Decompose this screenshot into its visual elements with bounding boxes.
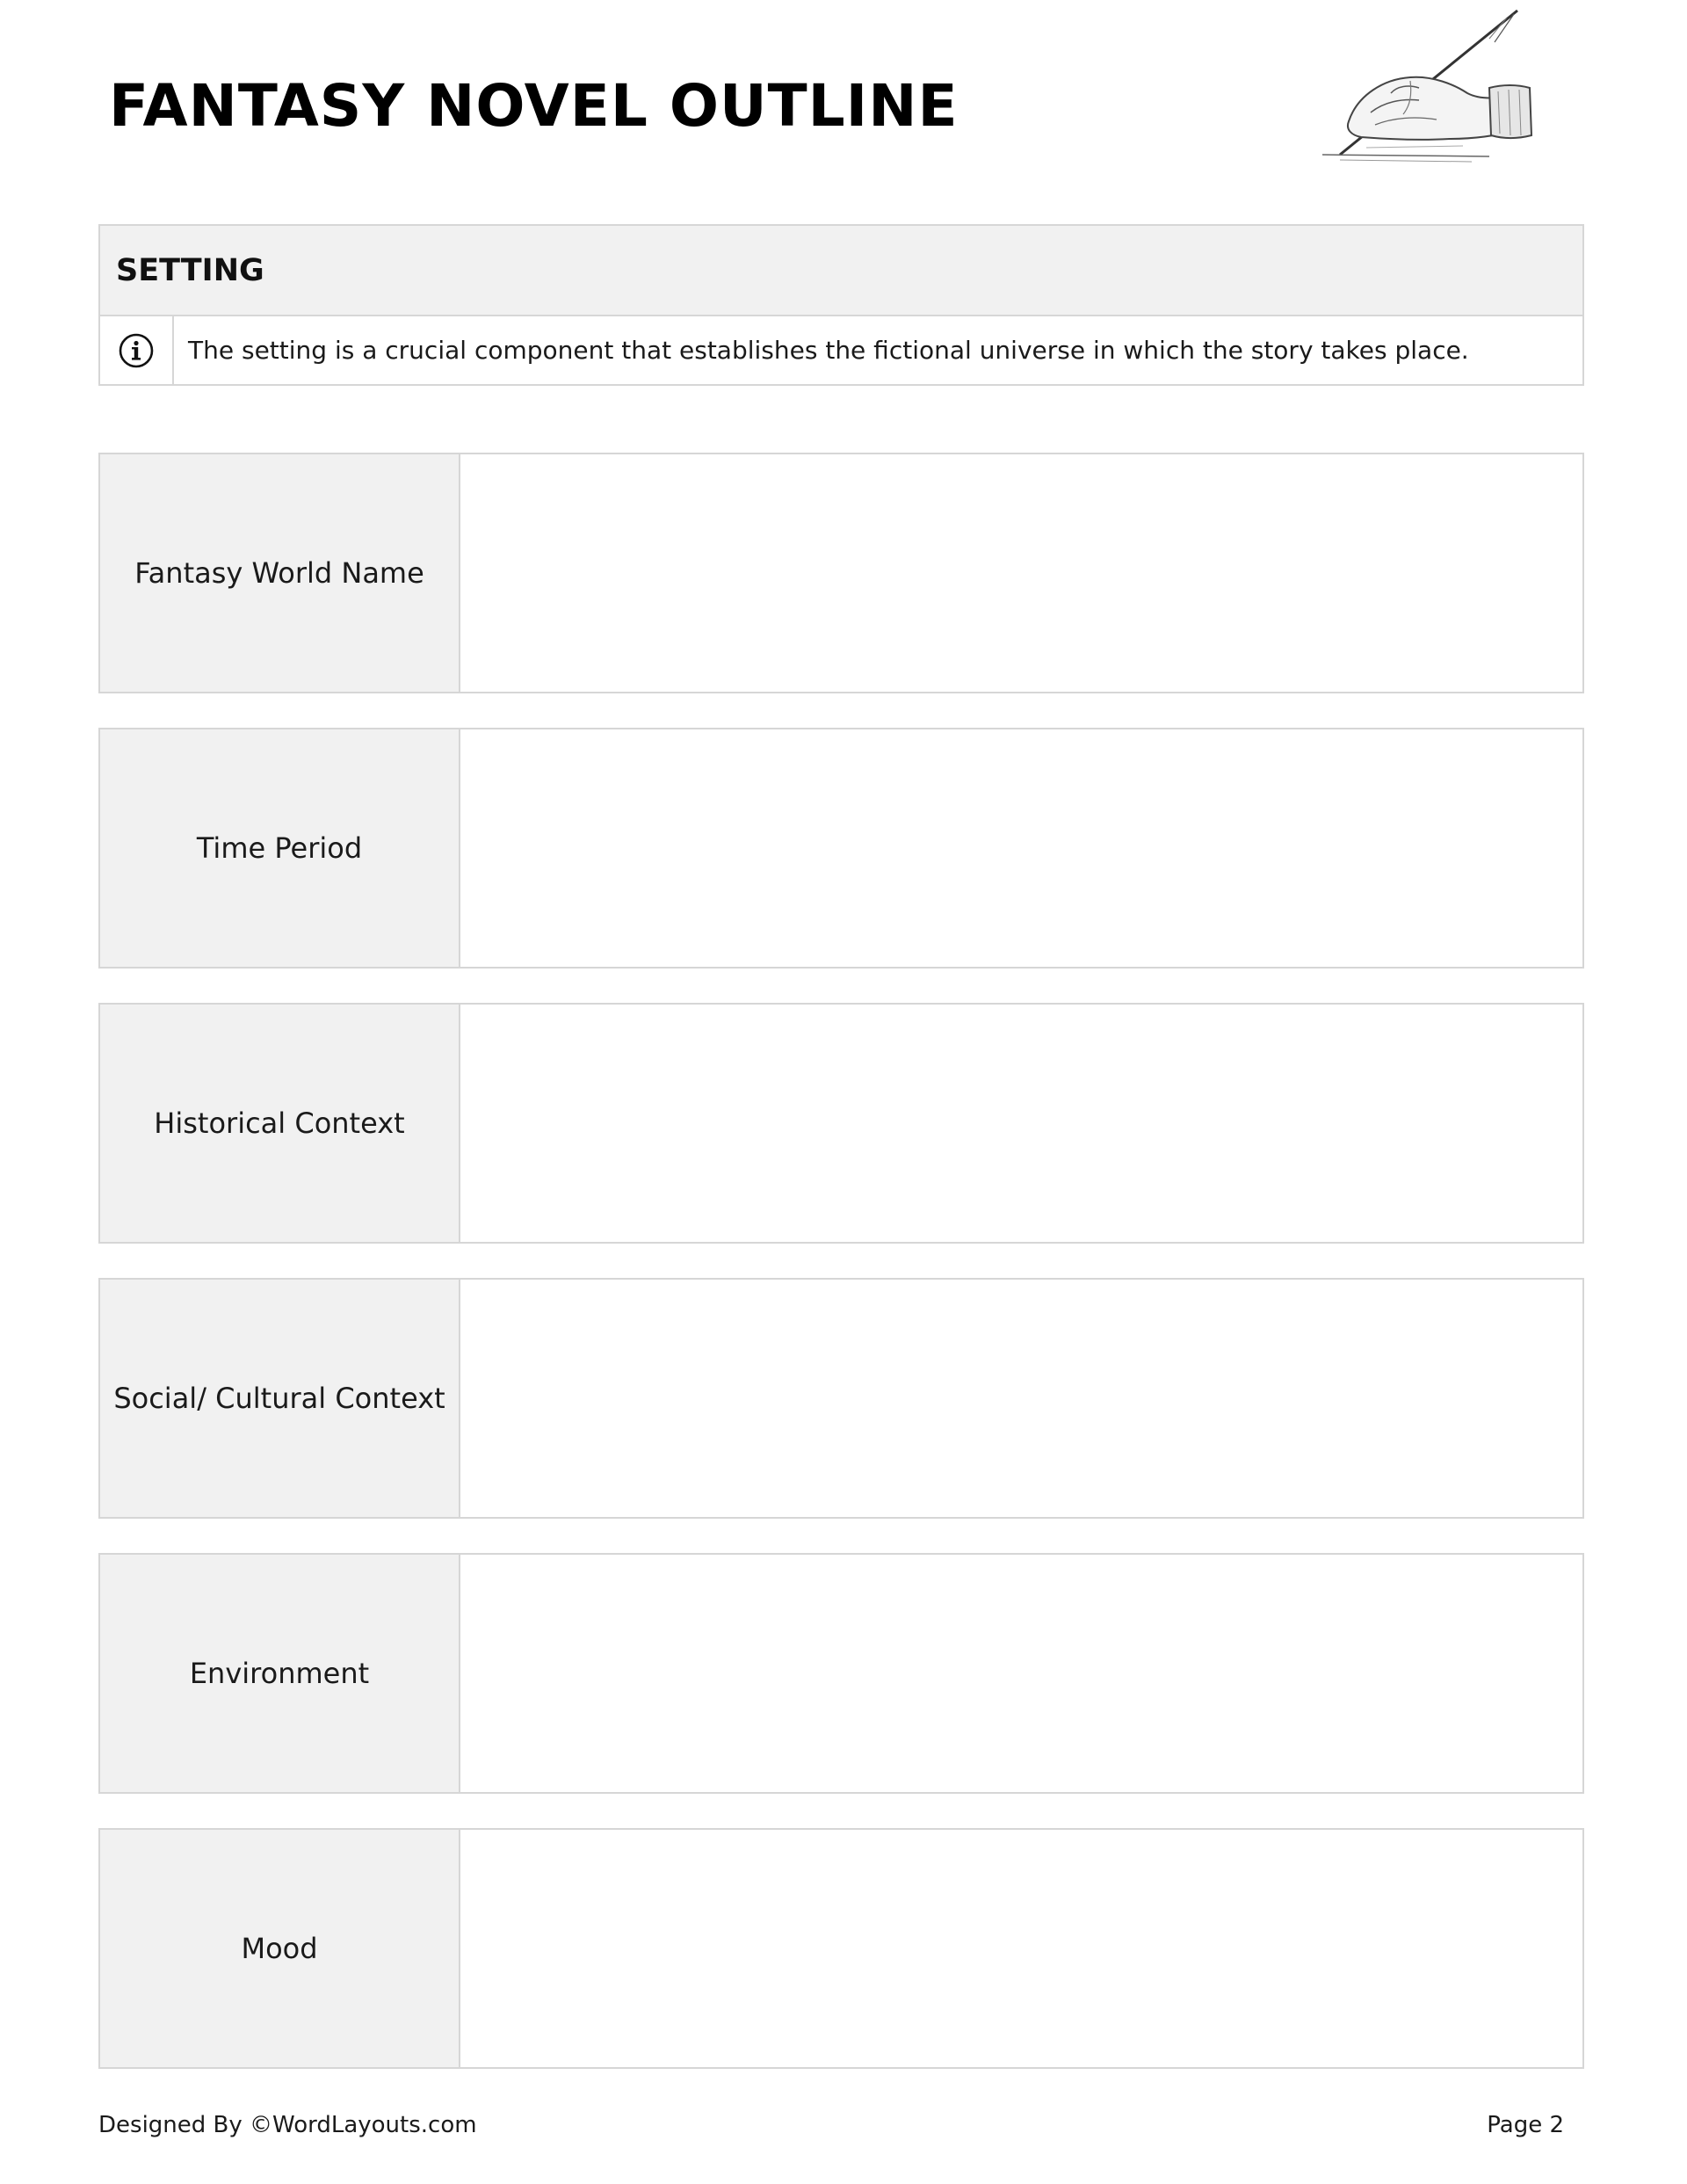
field-row-fantasy-world-name	[98, 453, 1584, 693]
footer-credit: Designed By ©WordLayouts.com	[98, 2112, 477, 2138]
page-number: Page 2	[1487, 2112, 1564, 2138]
field-input-area[interactable]	[460, 454, 1582, 692]
setting-fields	[98, 453, 1584, 2103]
field-row-mood	[98, 1828, 1584, 2069]
field-label: Time Period	[100, 729, 460, 967]
field-input-area[interactable]	[460, 1555, 1582, 1792]
section-heading-bar	[100, 226, 1582, 316]
field-input-area[interactable]	[460, 1830, 1582, 2067]
info-circle-icon	[100, 316, 174, 384]
field-row-environment	[98, 1553, 1584, 1794]
hand-writing-with-quill-icon	[1287, 7, 1542, 165]
field-label: Environment	[100, 1555, 460, 1792]
setting-section	[98, 224, 1584, 386]
field-label: Mood	[100, 1830, 460, 2067]
field-input-area[interactable]	[460, 729, 1582, 967]
field-row-social-cultural-context	[98, 1278, 1584, 1519]
section-info-row	[100, 316, 1582, 384]
field-row-time-period	[98, 728, 1584, 969]
field-input-area[interactable]	[460, 1280, 1582, 1517]
field-label: Social/ Cultural Context	[100, 1280, 460, 1517]
section-description: The setting is a crucial component that establishes the fictional universe in which the story takes place.	[188, 336, 1469, 365]
field-label: Fantasy World Name	[100, 454, 460, 692]
field-row-historical-context	[98, 1003, 1584, 1244]
field-input-area[interactable]	[460, 1005, 1582, 1242]
field-label: Historical Context	[100, 1005, 460, 1242]
section-heading: SETTING	[116, 252, 264, 288]
page-title: FANTASY NOVEL OUTLINE	[109, 72, 959, 140]
